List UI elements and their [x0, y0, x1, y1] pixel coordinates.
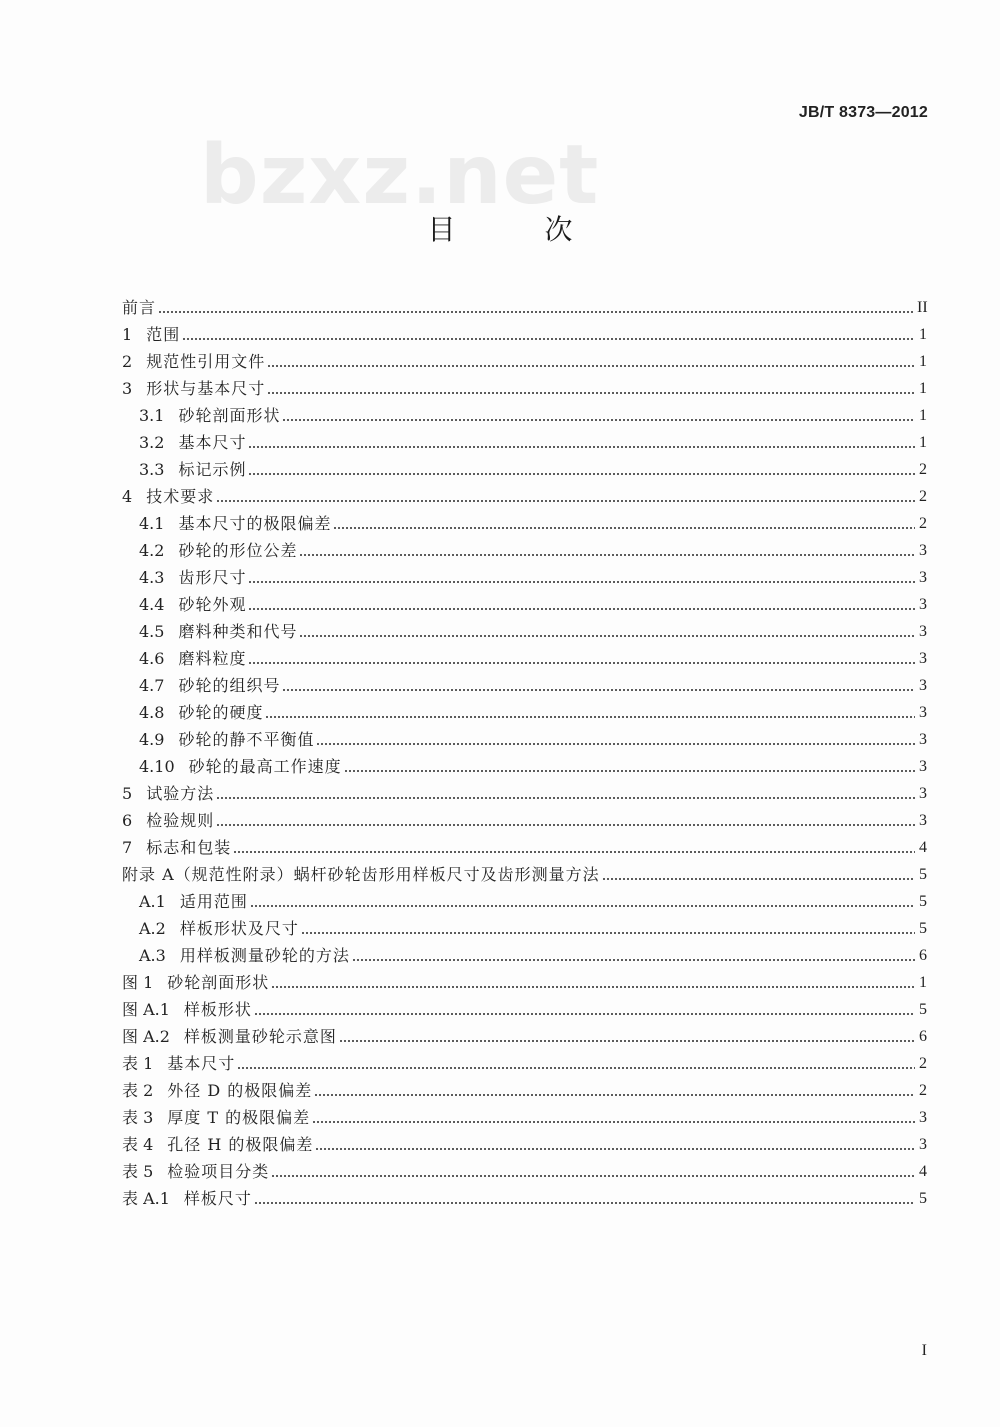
toc-entry-title [139, 514, 333, 534]
toc-entry-number: 3.1 [139, 406, 165, 425]
toc-entry-page: 3 [919, 704, 927, 721]
toc-entry-page: 2 [919, 461, 927, 478]
toc-entry-number: A.2 [139, 919, 166, 938]
dot-leader [265, 715, 915, 719]
dot-leader [344, 769, 915, 773]
toc-entry-title [139, 730, 316, 750]
toc-entry-label: 齿形尺寸 [178, 568, 247, 587]
toc-entry-page: 3 [919, 623, 927, 640]
toc-entry-title [122, 865, 602, 885]
toc-entry[interactable] [139, 510, 927, 534]
dot-leader [254, 1201, 915, 1205]
toc-entry-label: 技术要求 [146, 487, 215, 506]
toc-entry[interactable] [122, 1023, 927, 1047]
toc-entry-title [122, 1054, 237, 1074]
toc-entry-number: 1 [122, 325, 133, 344]
toc-entry-number: 表 3 [122, 1108, 154, 1127]
dot-leader [339, 1039, 915, 1043]
toc-entry-page: 4 [919, 839, 927, 856]
toc-entry-title [139, 460, 248, 480]
toc-entry-label: 规范性引用文件 [146, 352, 266, 371]
dot-leader [333, 526, 915, 530]
toc-entry-page: 3 [919, 542, 927, 559]
toc-entry[interactable] [122, 861, 927, 885]
toc-entry-title [139, 406, 282, 426]
toc-entry-page: 2 [919, 1055, 927, 1072]
dot-leader [299, 634, 915, 638]
toc-entry[interactable] [122, 1050, 927, 1074]
toc-entry-number: 4.4 [139, 595, 165, 614]
toc-entry-number: 4.10 [139, 757, 175, 776]
toc-entry-label: 孔径 H 的极限偏差 [167, 1135, 314, 1154]
toc-entry[interactable] [139, 888, 927, 912]
dot-leader [267, 391, 915, 395]
dot-leader [254, 1012, 915, 1016]
toc-entry-page: 1 [919, 974, 927, 991]
toc-entry-page: 3 [919, 596, 927, 613]
toc-entry-number: 4.5 [139, 622, 165, 641]
toc-entry-page: 5 [919, 920, 927, 937]
toc-entry-page: 5 [919, 1001, 927, 1018]
toc-entry-number: 7 [122, 838, 133, 857]
toc-entry-number: 图 A.1 [122, 1000, 170, 1019]
toc-entry[interactable] [139, 456, 927, 480]
dot-leader [182, 337, 915, 341]
toc-entry-label: 砂轮的硬度 [178, 703, 264, 722]
dot-leader [282, 418, 915, 422]
toc-entry[interactable] [122, 1158, 927, 1182]
toc-entry-page: 5 [919, 893, 927, 910]
toc-entry-label: 磨料粒度 [178, 649, 247, 668]
toc-entry-title [122, 1027, 339, 1047]
dot-leader [248, 580, 915, 584]
dot-leader [316, 742, 915, 746]
toc-entry-title [122, 1081, 314, 1101]
toc-entry-page: 3 [919, 812, 927, 829]
toc-entry-title [122, 1189, 254, 1209]
toc-entry-label: 砂轮剖面形状 [167, 973, 270, 992]
toc-entry[interactable] [122, 483, 927, 507]
toc-entry-page: 3 [919, 677, 927, 694]
dot-leader [237, 1066, 915, 1070]
toc-entry[interactable] [139, 537, 927, 561]
toc-entry-label: 用样板测量砂轮的方法 [179, 946, 350, 965]
toc-entry[interactable] [122, 1131, 927, 1155]
page-title: 目 次 [427, 213, 613, 246]
toc-entry-label: 样板形状及尺寸 [179, 919, 299, 938]
dot-leader [282, 688, 915, 692]
toc-entry-number: 表 A.1 [122, 1189, 170, 1208]
toc-entry[interactable] [139, 402, 927, 426]
toc-entry-label: 样板测量砂轮示意图 [183, 1027, 337, 1046]
toc-entry-title [139, 703, 265, 723]
toc-entry-number: 表 1 [122, 1054, 154, 1073]
toc-entry-label: 砂轮的静不平衡值 [178, 730, 315, 749]
toc-entry-title [122, 352, 267, 372]
dot-leader [271, 1174, 915, 1178]
toc-entry[interactable] [122, 375, 927, 399]
toc-entry[interactable] [122, 780, 927, 804]
toc-entry-label: 标记示例 [178, 460, 247, 479]
dot-leader [602, 877, 915, 881]
toc-entry-page: 1 [919, 353, 927, 370]
toc-entry[interactable] [122, 348, 927, 372]
toc-entry-page: 1 [919, 434, 927, 451]
toc-entry-number: 表 5 [122, 1162, 154, 1181]
dot-leader [248, 472, 915, 476]
toc-entry-title [122, 1135, 315, 1155]
toc-entry-title [139, 919, 301, 939]
toc-entry-number: 4.6 [139, 649, 165, 668]
toc-entry[interactable] [122, 996, 927, 1020]
dot-leader [248, 445, 915, 449]
toc-entry-page: 1 [919, 380, 927, 397]
toc-entry[interactable] [139, 645, 927, 669]
toc-entry-label: 附录 A（规范性附录）蜗杆砂轮齿形用样板尺寸及齿形测量方法 [122, 865, 600, 884]
toc-entry-label: 磨料种类和代号 [178, 622, 298, 641]
toc-entry-label: 样板尺寸 [183, 1189, 252, 1208]
toc-entry-label: 检验规则 [146, 811, 215, 830]
toc-entry[interactable] [122, 294, 927, 318]
toc-entry-title [139, 649, 248, 669]
dot-leader [216, 499, 915, 503]
dot-leader [250, 904, 915, 908]
dot-leader [216, 823, 915, 827]
dot-leader [216, 796, 915, 800]
toc-entry[interactable] [122, 834, 927, 858]
toc-entry-page: 3 [919, 1136, 927, 1153]
toc-entry-page: 3 [919, 569, 927, 586]
toc-entry-number: A.1 [139, 892, 166, 911]
dot-leader [315, 1147, 915, 1151]
toc-entry[interactable] [122, 807, 927, 831]
toc-entry-label: 检验项目分类 [167, 1162, 270, 1181]
toc-entry[interactable] [139, 942, 927, 966]
toc-entry-title [122, 784, 216, 804]
toc-entry[interactable] [139, 915, 927, 939]
toc-entry-title [139, 595, 248, 615]
toc-entry[interactable] [122, 1185, 927, 1209]
toc-entry-title [139, 946, 352, 966]
toc-entry-number: 4.3 [139, 568, 165, 587]
page-number: I [921, 1342, 927, 1359]
toc-entry-number: 图 A.2 [122, 1027, 170, 1046]
dot-leader [248, 607, 915, 611]
toc-entry-page: 2 [919, 515, 927, 532]
toc-entry-label: 砂轮外观 [178, 595, 247, 614]
toc-entry-label: 前言 [122, 298, 157, 317]
toc-entry-number: 表 2 [122, 1081, 154, 1100]
dot-leader [267, 364, 915, 368]
toc-entry-label: 砂轮的组织号 [178, 676, 281, 695]
toc-entry-number: 4.8 [139, 703, 165, 722]
toc-entry[interactable] [122, 1077, 927, 1101]
toc-entry-label: 试验方法 [146, 784, 215, 803]
toc-entry-number: A.3 [139, 946, 166, 965]
toc-entry-title [139, 757, 344, 777]
standard-number: JB/T 8373—2012 [798, 104, 928, 121]
toc-entry[interactable] [139, 699, 927, 723]
dot-leader [314, 1093, 915, 1097]
toc-entry-label: 标志和包装 [146, 838, 232, 857]
toc-entry-page: 3 [919, 758, 927, 775]
dot-leader [233, 850, 915, 854]
toc-entry-page: 6 [919, 947, 927, 964]
toc-entry-number: 图 1 [122, 973, 154, 992]
toc-entry-title [139, 622, 299, 642]
toc-entry-label: 范围 [146, 325, 181, 344]
toc-entry-number: 4 [122, 487, 133, 506]
toc-entry[interactable] [122, 1104, 927, 1128]
toc-entry-page: II [917, 299, 928, 316]
toc-entry-number: 表 4 [122, 1135, 154, 1154]
toc-entry-label: 砂轮的最高工作速度 [188, 757, 342, 776]
toc-entry-label: 外径 D 的极限偏差 [167, 1081, 313, 1100]
toc-entry-title [122, 1108, 312, 1128]
toc-entry-title [122, 487, 216, 507]
toc-entry-title [139, 676, 282, 696]
toc-entry-title [122, 1162, 271, 1182]
toc-entry[interactable] [122, 321, 927, 345]
watermark: bzxz.net [200, 128, 600, 223]
dot-leader [248, 661, 915, 665]
toc-entry-label: 适用范围 [179, 892, 248, 911]
toc-entry-label: 砂轮剖面形状 [178, 406, 281, 425]
toc-entry-number: 3 [122, 379, 133, 398]
toc-entry-label: 样板形状 [183, 1000, 252, 1019]
toc-entry[interactable] [139, 672, 927, 696]
toc-entry-number: 2 [122, 352, 133, 371]
toc-entry-number: 4.9 [139, 730, 165, 749]
toc-entry[interactable] [139, 429, 927, 453]
toc-entry-label: 基本尺寸的极限偏差 [178, 514, 332, 533]
toc-entry-title [139, 892, 250, 912]
toc-entry-page: 3 [919, 731, 927, 748]
toc-entry-title [139, 568, 248, 588]
toc-entry-page: 2 [919, 488, 927, 505]
toc-entry-number: 4.7 [139, 676, 165, 695]
toc-entry[interactable] [139, 591, 927, 615]
toc-entry[interactable] [139, 618, 927, 642]
toc-entry-number: 3.3 [139, 460, 165, 479]
toc-entry-number: 6 [122, 811, 133, 830]
toc-entry-page: 2 [919, 1082, 927, 1099]
toc-entry[interactable] [122, 969, 927, 993]
toc-entry-page: 3 [919, 785, 927, 802]
toc-entry-title [139, 433, 248, 453]
toc-entry-number: 4.2 [139, 541, 165, 560]
toc-entry-page: 3 [919, 1109, 927, 1126]
dot-leader [352, 958, 915, 962]
toc-entry-number: 5 [122, 784, 133, 803]
toc-entry-label: 砂轮的形位公差 [178, 541, 298, 560]
toc-entry-page: 3 [919, 650, 927, 667]
toc-entry-title [122, 838, 233, 858]
toc-entry[interactable] [139, 753, 927, 777]
dot-leader [301, 931, 915, 935]
toc-entry-title [122, 1000, 254, 1020]
toc-entry-number: 4.1 [139, 514, 165, 533]
dot-leader [312, 1120, 915, 1124]
toc-entry-page: 1 [919, 326, 927, 343]
toc-entry-title [122, 973, 271, 993]
toc-entry[interactable] [139, 564, 927, 588]
toc-entry-title [122, 298, 158, 318]
toc-entry-title [122, 379, 267, 399]
toc-entry-page: 4 [919, 1163, 927, 1180]
toc-entry-page: 5 [919, 866, 927, 883]
toc-entry-title [122, 325, 182, 345]
dot-leader [271, 985, 915, 989]
toc-entry-page: 5 [919, 1190, 927, 1207]
toc-entry-title [122, 811, 216, 831]
dot-leader [158, 310, 915, 314]
toc-entry-page: 6 [919, 1028, 927, 1045]
toc-entry-number: 3.2 [139, 433, 165, 452]
toc-entry-label: 基本尺寸 [178, 433, 247, 452]
toc-entry-title [139, 541, 299, 561]
dot-leader [299, 553, 915, 557]
toc-entry-label: 基本尺寸 [167, 1054, 236, 1073]
toc-entry-page: 1 [919, 407, 927, 424]
toc-entry[interactable] [139, 726, 927, 750]
toc-entry-label: 厚度 T 的极限偏差 [167, 1108, 311, 1127]
toc-entry-label: 形状与基本尺寸 [146, 379, 266, 398]
